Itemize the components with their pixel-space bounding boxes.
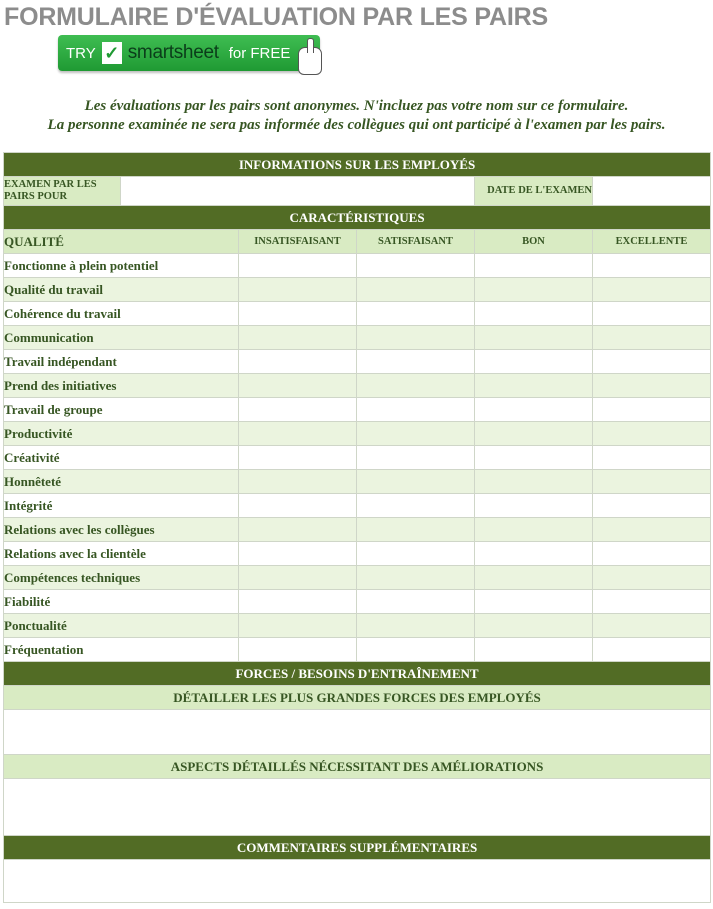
- quality-name: Relations avec la clientèle: [4, 542, 239, 566]
- satisfactory-rating-cell[interactable]: [357, 446, 475, 470]
- quality-row: [4, 350, 711, 374]
- try-smartsheet-button[interactable]: [58, 35, 320, 71]
- review-date-label: DATE DE L'EXAMEN: [475, 177, 593, 206]
- quality-name: Relations avec les collègues: [4, 518, 239, 542]
- satisfactory-rating-cell[interactable]: [357, 518, 475, 542]
- strengths-detail-field[interactable]: [4, 710, 711, 755]
- comments-field[interactable]: [4, 860, 711, 903]
- good-rating-cell[interactable]: [475, 278, 593, 302]
- quality-row: [4, 446, 711, 470]
- excellent-rating-cell[interactable]: [593, 350, 711, 374]
- unsatisfactory-rating-cell[interactable]: [239, 638, 357, 662]
- excellent-rating-cell[interactable]: [593, 614, 711, 638]
- page-title: FORMULAIRE D'ÉVALUATION PAR LES PAIRS: [4, 3, 548, 31]
- excellent-rating-cell[interactable]: [593, 446, 711, 470]
- comments-header: COMMENTAIRES SUPPLÉMENTAIRES: [4, 836, 711, 860]
- quality-row: [4, 374, 711, 398]
- quality-name: Fréquentation: [4, 638, 239, 662]
- quality-row: [4, 494, 711, 518]
- excellent-rating-cell[interactable]: [593, 518, 711, 542]
- satisfactory-rating-cell[interactable]: [357, 302, 475, 326]
- quality-row: [4, 422, 711, 446]
- good-rating-cell[interactable]: [475, 446, 593, 470]
- satisfactory-column-header: SATISFAISANT: [357, 230, 475, 254]
- quality-row: [4, 590, 711, 614]
- quality-row: [4, 326, 711, 350]
- good-rating-cell[interactable]: [475, 254, 593, 278]
- satisfactory-rating-cell[interactable]: [357, 590, 475, 614]
- good-rating-cell[interactable]: [475, 638, 593, 662]
- excellent-rating-cell[interactable]: [593, 326, 711, 350]
- quality-name: Fonctionne à plein potentiel: [4, 254, 239, 278]
- satisfactory-rating-cell[interactable]: [357, 566, 475, 590]
- quality-name: Prend des initiatives: [4, 374, 239, 398]
- good-rating-cell[interactable]: [475, 470, 593, 494]
- notice-line-1: Les évaluations par les pairs sont anonymes. N'incluez pas votre nom sur ce formulaire.: [84, 98, 629, 114]
- excellent-rating-cell[interactable]: [593, 422, 711, 446]
- excellent-rating-cell[interactable]: [593, 302, 711, 326]
- strengths-detail-header: DÉTAILLER LES PLUS GRANDES FORCES DES EMPLOYÉS: [4, 686, 711, 710]
- satisfactory-rating-cell[interactable]: [357, 254, 475, 278]
- quality-name: Ponctualité: [4, 614, 239, 638]
- unsatisfactory-rating-cell[interactable]: [239, 542, 357, 566]
- quality-name: Compétences techniques: [4, 566, 239, 590]
- excellent-rating-cell[interactable]: [593, 374, 711, 398]
- satisfactory-rating-cell[interactable]: [357, 614, 475, 638]
- quality-row: [4, 278, 711, 302]
- quality-name: Créativité: [4, 446, 239, 470]
- quality-name: Travail de groupe: [4, 398, 239, 422]
- good-rating-cell[interactable]: [475, 326, 593, 350]
- good-rating-cell[interactable]: [475, 302, 593, 326]
- excellent-rating-cell[interactable]: [593, 278, 711, 302]
- satisfactory-rating-cell[interactable]: [357, 542, 475, 566]
- satisfactory-rating-cell[interactable]: [357, 422, 475, 446]
- unsatisfactory-rating-cell[interactable]: [239, 470, 357, 494]
- review-date-field[interactable]: [593, 177, 711, 206]
- checkmark-icon: ✓: [102, 42, 122, 64]
- satisfactory-rating-cell[interactable]: [357, 638, 475, 662]
- improvements-field[interactable]: [4, 779, 711, 836]
- quality-row: [4, 518, 711, 542]
- good-rating-cell[interactable]: [475, 422, 593, 446]
- peer-review-form: [3, 152, 711, 903]
- unsatisfactory-rating-cell[interactable]: [239, 302, 357, 326]
- quality-name: Communication: [4, 326, 239, 350]
- good-rating-cell[interactable]: [475, 350, 593, 374]
- good-rating-cell[interactable]: [475, 398, 593, 422]
- excellent-rating-cell[interactable]: [593, 590, 711, 614]
- good-rating-cell[interactable]: [475, 590, 593, 614]
- quality-row: [4, 470, 711, 494]
- strengths-needs-header: FORCES / BESOINS D'ENTRAÎNEMENT: [4, 662, 711, 686]
- excellent-rating-cell[interactable]: [593, 494, 711, 518]
- unsatisfactory-column-header: INSATISFAISANT: [239, 230, 357, 254]
- good-rating-cell[interactable]: [475, 542, 593, 566]
- quality-row: [4, 638, 711, 662]
- quality-row: [4, 614, 711, 638]
- anonymity-notice: [0, 97, 713, 135]
- unsatisfactory-rating-cell[interactable]: [239, 614, 357, 638]
- unsatisfactory-rating-cell[interactable]: [239, 494, 357, 518]
- satisfactory-rating-cell[interactable]: [357, 494, 475, 518]
- pointer-hand-icon: [298, 47, 322, 75]
- quality-row: [4, 302, 711, 326]
- quality-row: [4, 398, 711, 422]
- good-rating-cell[interactable]: [475, 566, 593, 590]
- satisfactory-rating-cell[interactable]: [357, 326, 475, 350]
- unsatisfactory-rating-cell[interactable]: [239, 422, 357, 446]
- unsatisfactory-rating-cell[interactable]: [239, 374, 357, 398]
- quality-column-header: QUALITÉ: [4, 230, 239, 254]
- excellent-rating-cell[interactable]: [593, 470, 711, 494]
- quality-name: Cohérence du travail: [4, 302, 239, 326]
- excellent-rating-cell[interactable]: [593, 542, 711, 566]
- good-rating-cell[interactable]: [475, 518, 593, 542]
- review-for-field[interactable]: [121, 177, 475, 206]
- satisfactory-rating-cell[interactable]: [357, 350, 475, 374]
- good-column-header: BON: [475, 230, 593, 254]
- excellent-rating-cell[interactable]: [593, 638, 711, 662]
- quality-row: [4, 254, 711, 278]
- employee-info-header: INFORMATIONS SUR LES EMPLOYÉS: [4, 153, 711, 177]
- quality-name: Fiabilité: [4, 590, 239, 614]
- excellent-rating-cell[interactable]: [593, 398, 711, 422]
- satisfactory-rating-cell[interactable]: [357, 398, 475, 422]
- quality-name: Travail indépendant: [4, 350, 239, 374]
- notice-line-2: La personne examinée ne sera pas informée des collègues qui ont participé à l'examen par les pairs.: [47, 117, 666, 133]
- satisfactory-rating-cell[interactable]: [357, 374, 475, 398]
- satisfactory-rating-cell[interactable]: [357, 278, 475, 302]
- improvements-header: ASPECTS DÉTAILLÉS NÉCESSITANT DES AMÉLIORATIONS: [4, 755, 711, 779]
- good-rating-cell[interactable]: [475, 374, 593, 398]
- excellent-rating-cell[interactable]: [593, 566, 711, 590]
- satisfactory-rating-cell[interactable]: [357, 470, 475, 494]
- unsatisfactory-rating-cell[interactable]: [239, 398, 357, 422]
- smartsheet-logo: smartsheet: [127, 42, 219, 63]
- good-rating-cell[interactable]: [475, 614, 593, 638]
- unsatisfactory-rating-cell[interactable]: [239, 566, 357, 590]
- unsatisfactory-rating-cell[interactable]: [239, 446, 357, 470]
- quality-row: [4, 566, 711, 590]
- good-rating-cell[interactable]: [475, 494, 593, 518]
- promo-try-label: TRY: [66, 44, 96, 62]
- quality-name: Qualité du travail: [4, 278, 239, 302]
- excellent-rating-cell[interactable]: [593, 254, 711, 278]
- quality-row: [4, 542, 711, 566]
- characteristics-header: CARACTÉRISTIQUES: [4, 206, 711, 230]
- unsatisfactory-rating-cell[interactable]: [239, 590, 357, 614]
- unsatisfactory-rating-cell[interactable]: [239, 326, 357, 350]
- unsatisfactory-rating-cell[interactable]: [239, 350, 357, 374]
- unsatisfactory-rating-cell[interactable]: [239, 254, 357, 278]
- excellent-column-header: EXCELLENTE: [593, 230, 711, 254]
- unsatisfactory-rating-cell[interactable]: [239, 518, 357, 542]
- quality-name: Honnêteté: [4, 470, 239, 494]
- promo-free-label: for FREE: [228, 44, 291, 62]
- quality-name: Productivité: [4, 422, 239, 446]
- review-for-label: EXAMEN PAR LES PAIRS POUR: [4, 177, 121, 206]
- unsatisfactory-rating-cell[interactable]: [239, 278, 357, 302]
- quality-name: Intégrité: [4, 494, 239, 518]
